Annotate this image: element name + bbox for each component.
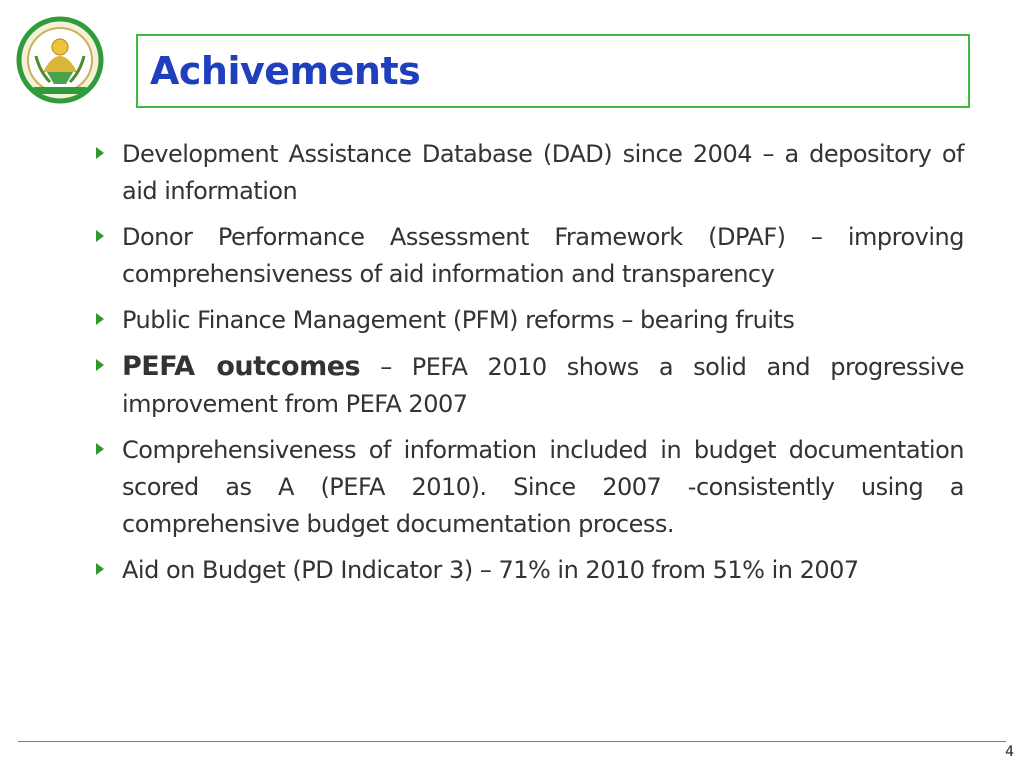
bullet-emphasis: PEFA outcomes [122, 351, 361, 382]
page-number: 4 [1005, 744, 1014, 760]
bullet-item [92, 302, 964, 339]
bullet-arrow-icon [96, 359, 104, 371]
bullet-text: Development Assistance Database (DAD) since 2004 – a depository of aid information [122, 140, 964, 205]
bullet-item [92, 219, 964, 293]
bullet-item [92, 136, 964, 210]
bullet-list [92, 136, 964, 598]
bullet-arrow-icon [96, 563, 104, 575]
bullet-text: Comprehensiveness of information included in budget documentation scored as A (PEFA 2010). Since 2007 -consistently using a comprehensive budget documentation process. [122, 436, 964, 538]
bullet-item [92, 432, 964, 543]
national-emblem [16, 16, 104, 106]
title-box [136, 34, 970, 108]
bullet-item [92, 348, 964, 423]
bullet-text: Donor Performance Assessment Framework (DPAF) – improving comprehensiveness of aid information and transparency [122, 223, 964, 288]
bullet-arrow-icon [96, 230, 104, 242]
slide-title: Achivements [150, 49, 421, 93]
bullet-arrow-icon [96, 313, 104, 325]
bullet-text: Aid on Budget (PD Indicator 3) – 71% in 2010 from 51% in 2007 [122, 556, 859, 584]
footer-divider [18, 741, 1006, 742]
bullet-arrow-icon [96, 443, 104, 455]
bullet-text: – PEFA 2010 shows a solid and progressive improvement from PEFA 2007 [122, 353, 964, 418]
bullet-text: Public Finance Management (PFM) reforms – bearing fruits [122, 306, 795, 334]
bullet-arrow-icon [96, 147, 104, 159]
bullet-item [92, 552, 964, 589]
